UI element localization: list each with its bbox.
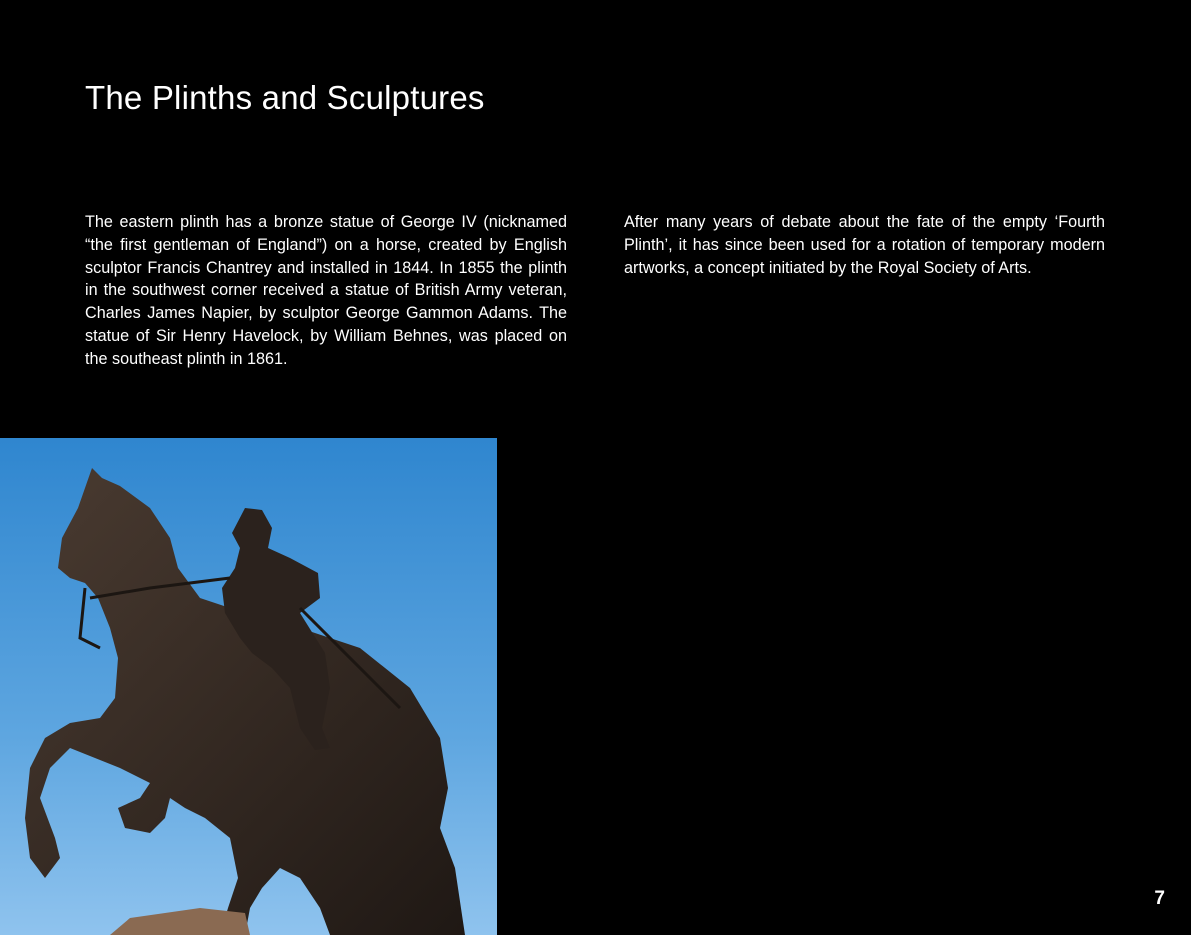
page-number: 7: [1154, 888, 1165, 909]
page-title: The Plinths and Sculptures: [85, 79, 485, 116]
body-text-left-column: The eastern plinth has a bronze statue of George IV (nicknamed “the first gentleman of England”) on a horse, created by English sculptor Francis Chantrey and installed in 1844. In 1855 the plinth in the southwest corner received a statue of British Army veteran, Charles James Napier, by sculptor George Gammon Adams. The statue of Sir Henry Havelock, by William Behnes, was placed on the southeast plinth in 1861.: [85, 213, 567, 368]
equestrian-statue-photo: [0, 438, 497, 935]
body-text-right-column: After many years of debate about the fate of the empty ‘Fourth Plinth’, it has since been used for a rotation of temporary modern artworks, a concept initiated by the Royal Society of Arts.: [624, 213, 1105, 277]
